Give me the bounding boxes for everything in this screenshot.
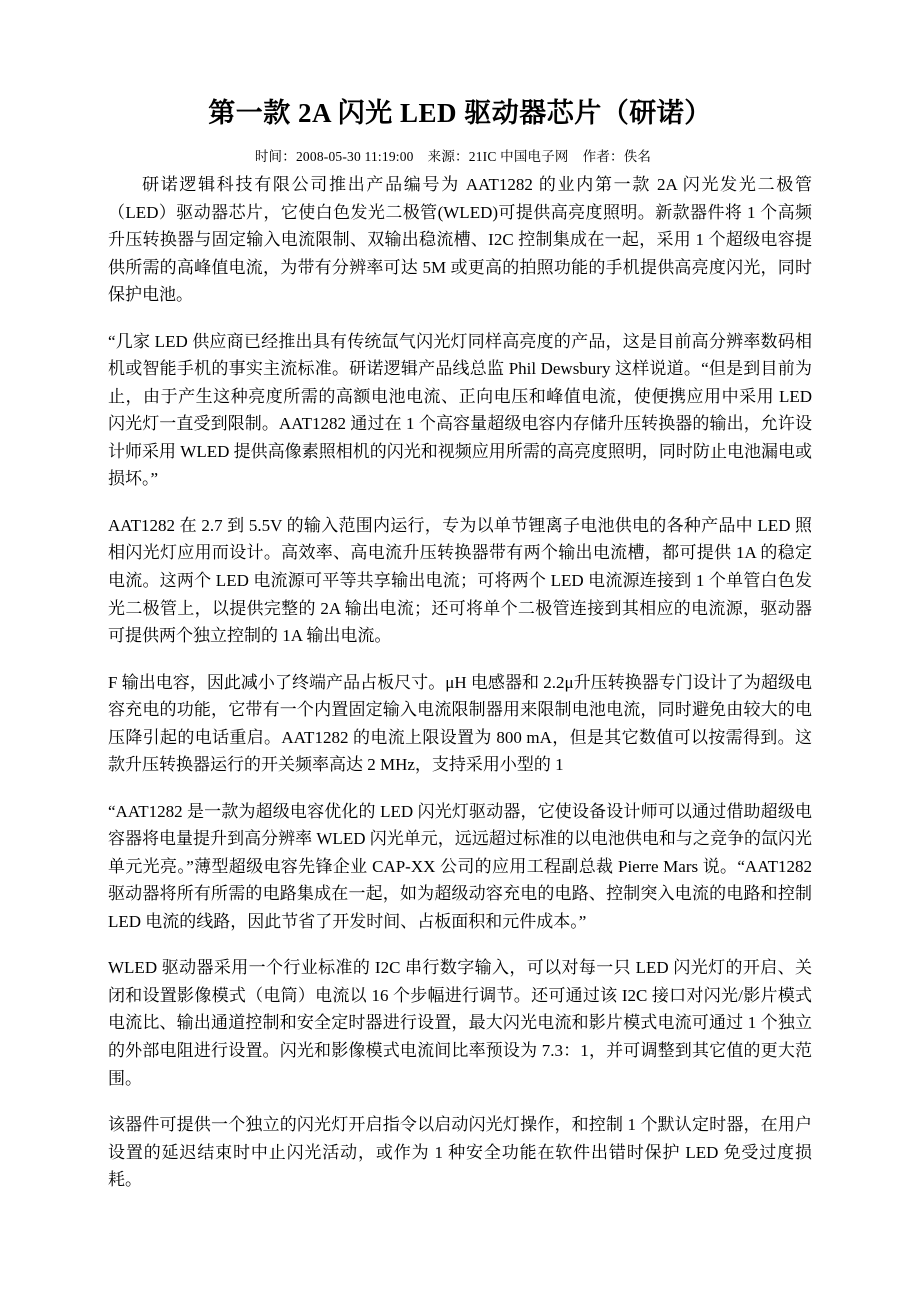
paragraph-5: “AAT1282 是一款为超级电容优化的 LED 闪光灯驱动器，它使设备设计师可以通过借助超级电容器将电量提升到高分辨率 WLED 闪光单元，远远超过标准的以电池供电和与之竞争的氙闪光单元光亮。”薄型超级电容先锋企业 CAP-XX 公司的应用工程副总裁 Pierre Mars 说。“AAT1282 驱动器将所有所需的电路集成在一起，如为超级动容充电的电路、控制突入电流的电路和控制 LED 电流的线路，因此节省了开发时间、占板面积和元件成本。” <box>108 801 812 931</box>
meta-time-label: 时间： <box>254 149 296 165</box>
meta-source-value: 21IC 中国电子网 <box>468 149 569 165</box>
paragraph-4: F 输出电容，因此减小了终端产品占板尺寸。μH 电感器和 2.2μ升压转换器专门设计了为超级电容充电的功能，它带有一个内置固定输入电流限制器用来限制电池电流，同时避免由较大的电压降引起的电话重启。AAT1282 的电流上限设置为 800 mA，但是其它数值可以按需得到。这款升压转换器运行的开关频率高达 2 MHz，支持采用小型的 1 <box>108 672 812 775</box>
meta-time <box>255 149 414 164</box>
paragraph-7: 该器件可提供一个独立的闪光灯开启指令以启动闪光灯操作，和控制 1 个默认定时器，在用户设置的延迟结束时中止闪光活动，或作为 1 种安全功能在软件出错时保护 LED 免受过度损耗。 <box>108 1115 812 1190</box>
meta-time-value: 2008-05-30 11:19:00 <box>295 149 414 165</box>
paragraph-3: AAT1282 在 2.7 到 5.5V 的输入范围内运行，专为以单节锂离子电池供电的各种产品中 LED 照相闪光灯应用而设计。高效率、高电流升压转换器带有两个输出电流槽，都可提供 1A 的稳定电流。这两个 LED 电流源可平等共享输出电流；可将两个 LED 电流源连接到 1 个单管白色发光二极管上，以提供完整的 2A 输出电流；还可将单个二极管连接到其相应的电流源，驱动器可提供两个独立控制的 1A 输出电流。 <box>108 515 812 646</box>
meta-author-value: 佚名 <box>623 149 652 165</box>
page-title: 第一款 2A 闪光 LED 驱动器芯片（研诺） <box>208 98 712 128</box>
paragraph-6: WLED 驱动器采用一个行业标准的 I2C 串行数字输入，可以对每一只 LED 闪光灯的开启、关闭和设置影像模式（电筒）电流以 16 个步幅进行调节。还可通过该 I2C 接口对闪光/影片模式电流比、输出通道控制和安全定时器进行设置，最大闪光电流和影片模式电流可通过 1 个独立的外部电阻进行设置。闪光和影像模式电流间比率预设为 7.3：1，并可调整到其它值的更大范围。 <box>108 958 812 1088</box>
document-meta <box>108 145 812 165</box>
meta-source <box>428 149 569 164</box>
meta-source-label: 来源： <box>427 149 469 165</box>
meta-author-label: 作者： <box>582 149 624 165</box>
paragraph-1: 研诺逻辑科技有限公司推出产品编号为 AAT1282 的业内第一款 2A 闪光发光二极管（LED）驱动器芯片，它使白色发光二极管(WLED)可提供高亮度照明。新款器件将 1 个高频升压转换器与固定输入电流限制、双输出稳流槽、I2C 控制集成在一起，采用 1 个超级电容提供所需的高峰值电流，为带有分辨率可达 5M 或更高的拍照功能的手机提供高亮度闪光，同时保护电池。 <box>108 175 812 305</box>
paragraph-2: “几家 LED 供应商已经推出具有传统氙气闪光灯同样高亮度的产品，这是目前高分辨率数码相机或智能手机的事实主流标准。研诺逻辑产品线总监 Phil Dewsbury 这样说道。“但是到目前为止，由于产生这种亮度所需的高额电池电流、正向电压和峰值电流，使便携应用中采用 LED 闪光灯一直受到限制。AAT1282 通过在 1 个高容量超级电容内存储升压转换器的输出，允许设计师采用 WLED 提供高像素照相机的闪光和视频应用所需的高亮度照明，同时防止电池漏电或损坏。” <box>108 331 812 489</box>
meta-author <box>583 149 652 164</box>
